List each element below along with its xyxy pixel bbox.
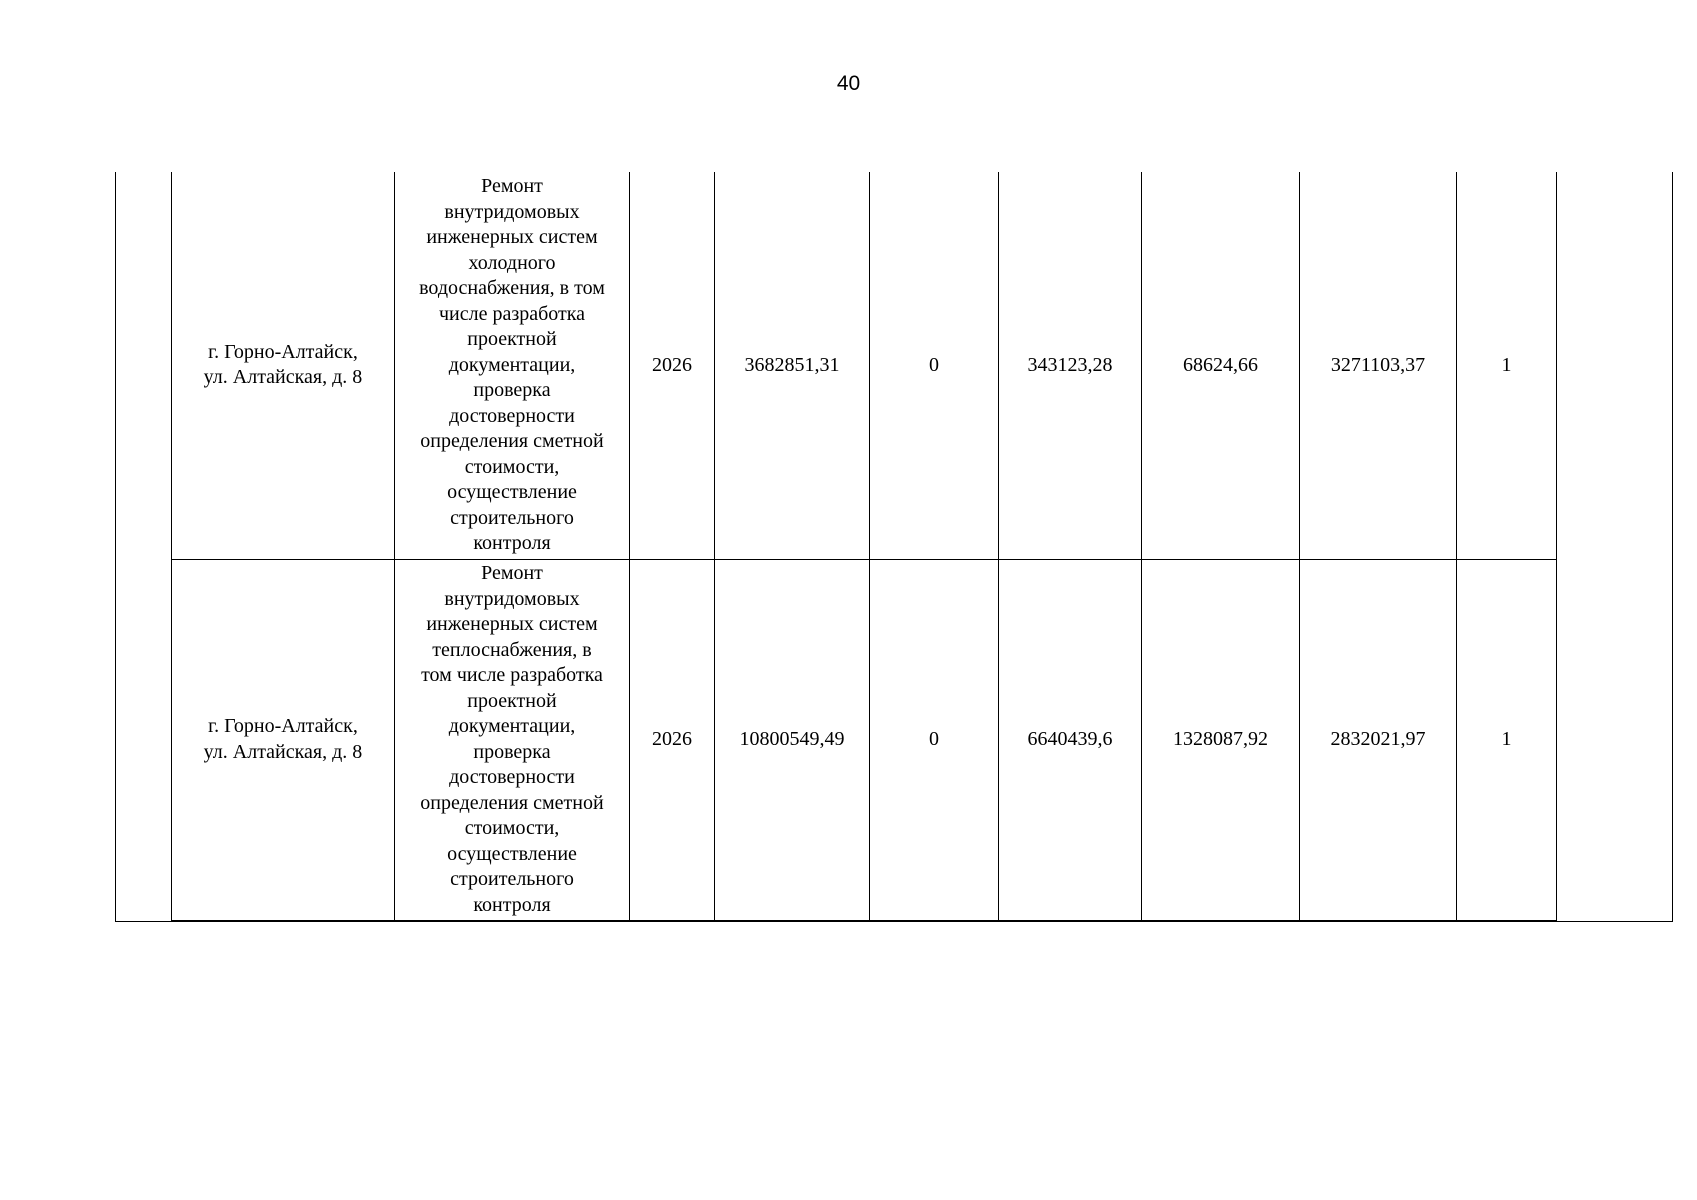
work-line: теплоснабжения, в [432, 638, 592, 661]
work-line: документации, [448, 715, 576, 738]
amount-cell: 343123,28 [999, 172, 1142, 559]
work-line: внутридомовых [444, 587, 580, 610]
address-line: г. Горно-Алтайск, [208, 715, 358, 738]
total-cost-cell: 10800549,49 [715, 559, 870, 921]
address-line: ул. Алтайская, д. 8 [203, 366, 363, 389]
work-line: водоснабжения, в том [419, 277, 605, 299]
amount-cell: 68624,66 [1142, 172, 1300, 559]
address-line: ул. Алтайская, д. 8 [203, 740, 363, 763]
work-line: достоверности [449, 404, 575, 427]
work-type-cell [395, 172, 630, 559]
amount-cell: 0 [870, 172, 999, 559]
work-line: стоимости, [464, 455, 560, 478]
count-cell: 1 [1457, 172, 1557, 559]
work-line: том числе разработка [421, 664, 603, 687]
work-line: осуществление [447, 481, 577, 503]
work-line: контроля [473, 893, 551, 916]
work-line: строительного [450, 506, 574, 529]
page-number: 40 [836, 72, 861, 95]
work-line: проектной [467, 328, 557, 350]
amount-cell: 2832021,97 [1300, 559, 1457, 921]
work-line: проектной [467, 689, 557, 712]
work-line: определения сметной [420, 791, 604, 814]
work-line: Ремонт [481, 562, 543, 585]
address-cell [172, 559, 395, 921]
works-table [115, 172, 1673, 922]
work-line: строительного [450, 868, 574, 891]
empty-cell [1557, 172, 1673, 921]
year-cell: 2026 [630, 559, 715, 921]
work-line: инженерных систем [426, 613, 598, 636]
row-number-cell [116, 172, 172, 921]
work-type-cell [395, 559, 630, 921]
total-cost-cell: 3682851,31 [715, 172, 870, 559]
amount-cell: 1328087,92 [1142, 559, 1300, 921]
amount-cell: 6640439,6 [999, 559, 1142, 921]
work-line: проверка [473, 740, 551, 763]
address-cell [172, 172, 395, 559]
work-line: внутридомовых [444, 200, 580, 223]
amount-cell: 0 [870, 559, 999, 921]
work-line: контроля [473, 532, 551, 554]
year-cell: 2026 [630, 172, 715, 559]
work-line: документации, [448, 353, 576, 376]
work-line: инженерных систем [426, 226, 598, 248]
table-row [116, 172, 1673, 559]
count-cell: 1 [1457, 559, 1557, 921]
work-line: Ремонт [481, 175, 543, 197]
address-line: г. Горно-Алтайск, [208, 340, 358, 363]
work-line: осуществление [447, 842, 577, 865]
amount-cell: 3271103,37 [1300, 172, 1457, 559]
work-line: числе разработка [438, 302, 586, 325]
work-line: определения сметной [420, 430, 604, 452]
work-line: достоверности [449, 766, 575, 789]
work-line: проверка [473, 379, 551, 401]
table-row [116, 559, 1673, 921]
work-line: холодного [468, 251, 556, 274]
work-line: стоимости, [464, 817, 560, 840]
